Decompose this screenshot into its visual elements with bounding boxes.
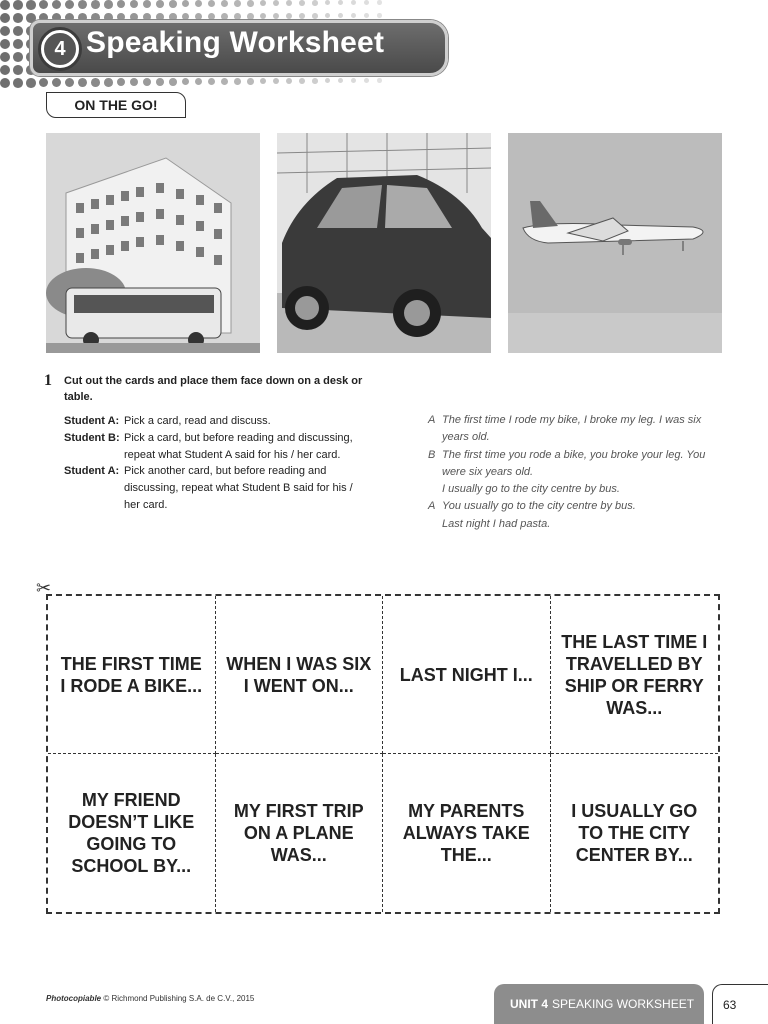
halftone-dot bbox=[260, 0, 266, 6]
copyright-notice bbox=[46, 994, 254, 1003]
car-photo bbox=[277, 133, 491, 353]
speaking-card: THE FIRST TIME I RODE A BIKE... bbox=[48, 596, 216, 754]
halftone-dot bbox=[286, 13, 292, 19]
halftone-dot bbox=[182, 0, 189, 7]
halftone-dot bbox=[325, 0, 330, 5]
exercise-number: 1 bbox=[44, 372, 52, 389]
role-text-cont: discussing, repeat what Student B said for his / bbox=[124, 482, 353, 495]
halftone-dot bbox=[117, 78, 125, 86]
page-title: Speaking Worksheet bbox=[86, 26, 385, 59]
halftone-dot bbox=[312, 78, 318, 84]
cut-out-cards bbox=[46, 594, 720, 914]
speaking-card: LAST NIGHT I... bbox=[383, 596, 551, 754]
role-row bbox=[64, 463, 374, 480]
halftone-dot bbox=[325, 13, 330, 18]
speaking-card: MY PARENTS ALWAYS TAKE THE... bbox=[383, 754, 551, 912]
role-text-cont: her card. bbox=[124, 498, 168, 511]
halftone-dot bbox=[364, 13, 369, 18]
halftone-dot bbox=[286, 0, 292, 6]
halftone-dot bbox=[0, 13, 10, 23]
halftone-dot bbox=[52, 0, 61, 9]
building-with-bus-photo bbox=[46, 133, 260, 353]
halftone-dot bbox=[338, 0, 343, 5]
halftone-dot bbox=[91, 78, 100, 87]
scissors-icon: ✂ bbox=[36, 578, 52, 598]
example-line: were six years old. bbox=[442, 465, 534, 478]
halftone-dot bbox=[351, 78, 356, 83]
speaker-letter: B bbox=[428, 448, 436, 461]
halftone-dot bbox=[143, 0, 151, 8]
halftone-dot bbox=[312, 0, 318, 6]
halftone-dot bbox=[299, 0, 305, 6]
role-text: Pick another card, but before reading and bbox=[124, 465, 327, 478]
halftone-dot bbox=[39, 0, 48, 9]
halftone-dot bbox=[234, 0, 241, 7]
halftone-dot bbox=[182, 78, 189, 85]
airplane-photo bbox=[508, 133, 722, 353]
footer-unit-title: SPEAKING WORKSHEET bbox=[552, 997, 695, 1011]
halftone-dot bbox=[0, 65, 10, 75]
halftone-dot bbox=[78, 78, 87, 87]
halftone-dot bbox=[338, 78, 343, 83]
halftone-dot bbox=[351, 0, 356, 5]
exercise-instruction: Cut out the cards and place them face down on a desk or table. bbox=[64, 375, 363, 403]
halftone-dot bbox=[104, 0, 113, 9]
halftone-dot bbox=[364, 78, 369, 83]
halftone-dot bbox=[364, 0, 369, 5]
example-line: The first time you rode a bike, you broke your leg. You bbox=[442, 448, 706, 461]
halftone-dot bbox=[234, 78, 241, 85]
halftone-dot bbox=[195, 0, 202, 7]
halftone-dot bbox=[52, 78, 61, 87]
halftone-dot bbox=[377, 13, 382, 18]
halftone-dot bbox=[247, 78, 254, 85]
halftone-dot bbox=[377, 78, 382, 83]
example-line: Last night I had pasta. bbox=[442, 517, 551, 530]
footer-unit-tab bbox=[494, 984, 704, 1024]
halftone-dot bbox=[169, 0, 177, 8]
halftone-dot bbox=[13, 52, 23, 62]
halftone-dot bbox=[247, 13, 254, 20]
halftone-dot bbox=[91, 0, 100, 9]
halftone-dot bbox=[208, 0, 215, 7]
halftone-dot bbox=[169, 78, 177, 86]
role-text-cont: repeat what Student A said for his / her card. bbox=[124, 448, 341, 461]
halftone-dot bbox=[260, 78, 266, 84]
halftone-dot bbox=[0, 26, 10, 36]
halftone-dot bbox=[104, 78, 113, 87]
halftone-dot bbox=[143, 78, 151, 86]
halftone-dot bbox=[13, 0, 23, 10]
halftone-dot bbox=[78, 0, 87, 9]
page-number: 63 bbox=[712, 984, 768, 1024]
role-row bbox=[64, 430, 374, 447]
halftone-dot bbox=[247, 0, 254, 7]
halftone-dot bbox=[325, 78, 330, 83]
role-row bbox=[64, 413, 374, 430]
halftone-dot bbox=[39, 78, 48, 87]
halftone-dot bbox=[26, 0, 36, 10]
speaking-card: MY FIRST TRIP ON A PLANE WAS... bbox=[216, 754, 384, 912]
halftone-dot bbox=[221, 0, 228, 7]
example-line: The first time I rode my bike, I broke my leg. I was six bbox=[442, 414, 702, 426]
halftone-dot bbox=[13, 39, 23, 49]
halftone-dot bbox=[0, 0, 10, 10]
speaking-card: MY FRIEND DOESN’T LIKE GOING TO SCHOOL BY... bbox=[48, 754, 216, 912]
halftone-dot bbox=[273, 13, 279, 19]
halftone-dot bbox=[117, 0, 125, 8]
halftone-dot bbox=[377, 0, 382, 5]
halftone-dot bbox=[221, 78, 228, 85]
example-row bbox=[428, 447, 718, 499]
example-row bbox=[428, 498, 718, 533]
halftone-dot bbox=[312, 13, 318, 19]
example-row bbox=[428, 412, 718, 447]
role-name: Student B: bbox=[64, 431, 120, 444]
halftone-dot bbox=[13, 65, 23, 75]
halftone-dot bbox=[130, 78, 138, 86]
halftone-dot bbox=[286, 78, 292, 84]
speaking-card: THE LAST TIME I TRAVELLED BY SHIP OR FERRY WAS... bbox=[551, 596, 719, 754]
halftone-dot bbox=[234, 13, 241, 20]
halftone-dot bbox=[299, 13, 305, 19]
halftone-dot bbox=[65, 78, 74, 87]
halftone-dot bbox=[260, 13, 266, 19]
copyright-text: © Richmond Publishing S.A. de C.V., 2015 bbox=[101, 994, 255, 1003]
unit-number: 4 bbox=[42, 31, 78, 67]
role-text: Pick a card, read and discuss. bbox=[124, 415, 271, 427]
halftone-dot bbox=[299, 78, 305, 84]
photocopiable-label: Photocopiable bbox=[46, 994, 102, 1003]
example-line: years old. bbox=[442, 431, 490, 444]
halftone-dot bbox=[130, 0, 138, 8]
halftone-dot bbox=[338, 13, 343, 18]
student-roles bbox=[64, 413, 374, 514]
halftone-dot bbox=[26, 78, 36, 88]
halftone-dot bbox=[156, 78, 164, 86]
section-tag: ON THE GO! bbox=[46, 92, 186, 118]
halftone-dot bbox=[156, 0, 164, 8]
halftone-dot bbox=[273, 78, 279, 84]
halftone-dot bbox=[195, 78, 202, 85]
example-line: You usually go to the city centre by bus. bbox=[442, 500, 636, 513]
example-dialogue bbox=[428, 412, 718, 533]
unit-badge bbox=[38, 27, 82, 71]
halftone-dot bbox=[13, 13, 23, 23]
halftone-dot bbox=[273, 0, 279, 6]
speaking-card: WHEN I WAS SIX I WENT ON... bbox=[216, 596, 384, 754]
speaker-letter: A bbox=[428, 414, 436, 426]
halftone-dot bbox=[0, 39, 10, 49]
role-text: Pick a card, but before reading and discussing, bbox=[124, 431, 353, 444]
speaker-letter: A bbox=[428, 500, 436, 513]
example-line: I usually go to the city centre by bus. bbox=[442, 483, 620, 496]
halftone-dot bbox=[13, 78, 23, 88]
halftone-dot bbox=[221, 13, 228, 20]
halftone-dot bbox=[65, 0, 74, 9]
halftone-dot bbox=[351, 13, 356, 18]
footer-unit-label: UNIT 4 bbox=[510, 997, 549, 1011]
speaking-card: I USUALLY GO TO THE CITY CENTER BY... bbox=[571, 801, 698, 865]
halftone-dot bbox=[0, 52, 10, 62]
halftone-dot bbox=[0, 78, 10, 88]
role-name: Student A: bbox=[64, 415, 120, 427]
halftone-dot bbox=[208, 13, 215, 20]
halftone-dot bbox=[13, 26, 23, 36]
role-name: Student A: bbox=[64, 465, 120, 478]
halftone-dot bbox=[208, 78, 215, 85]
